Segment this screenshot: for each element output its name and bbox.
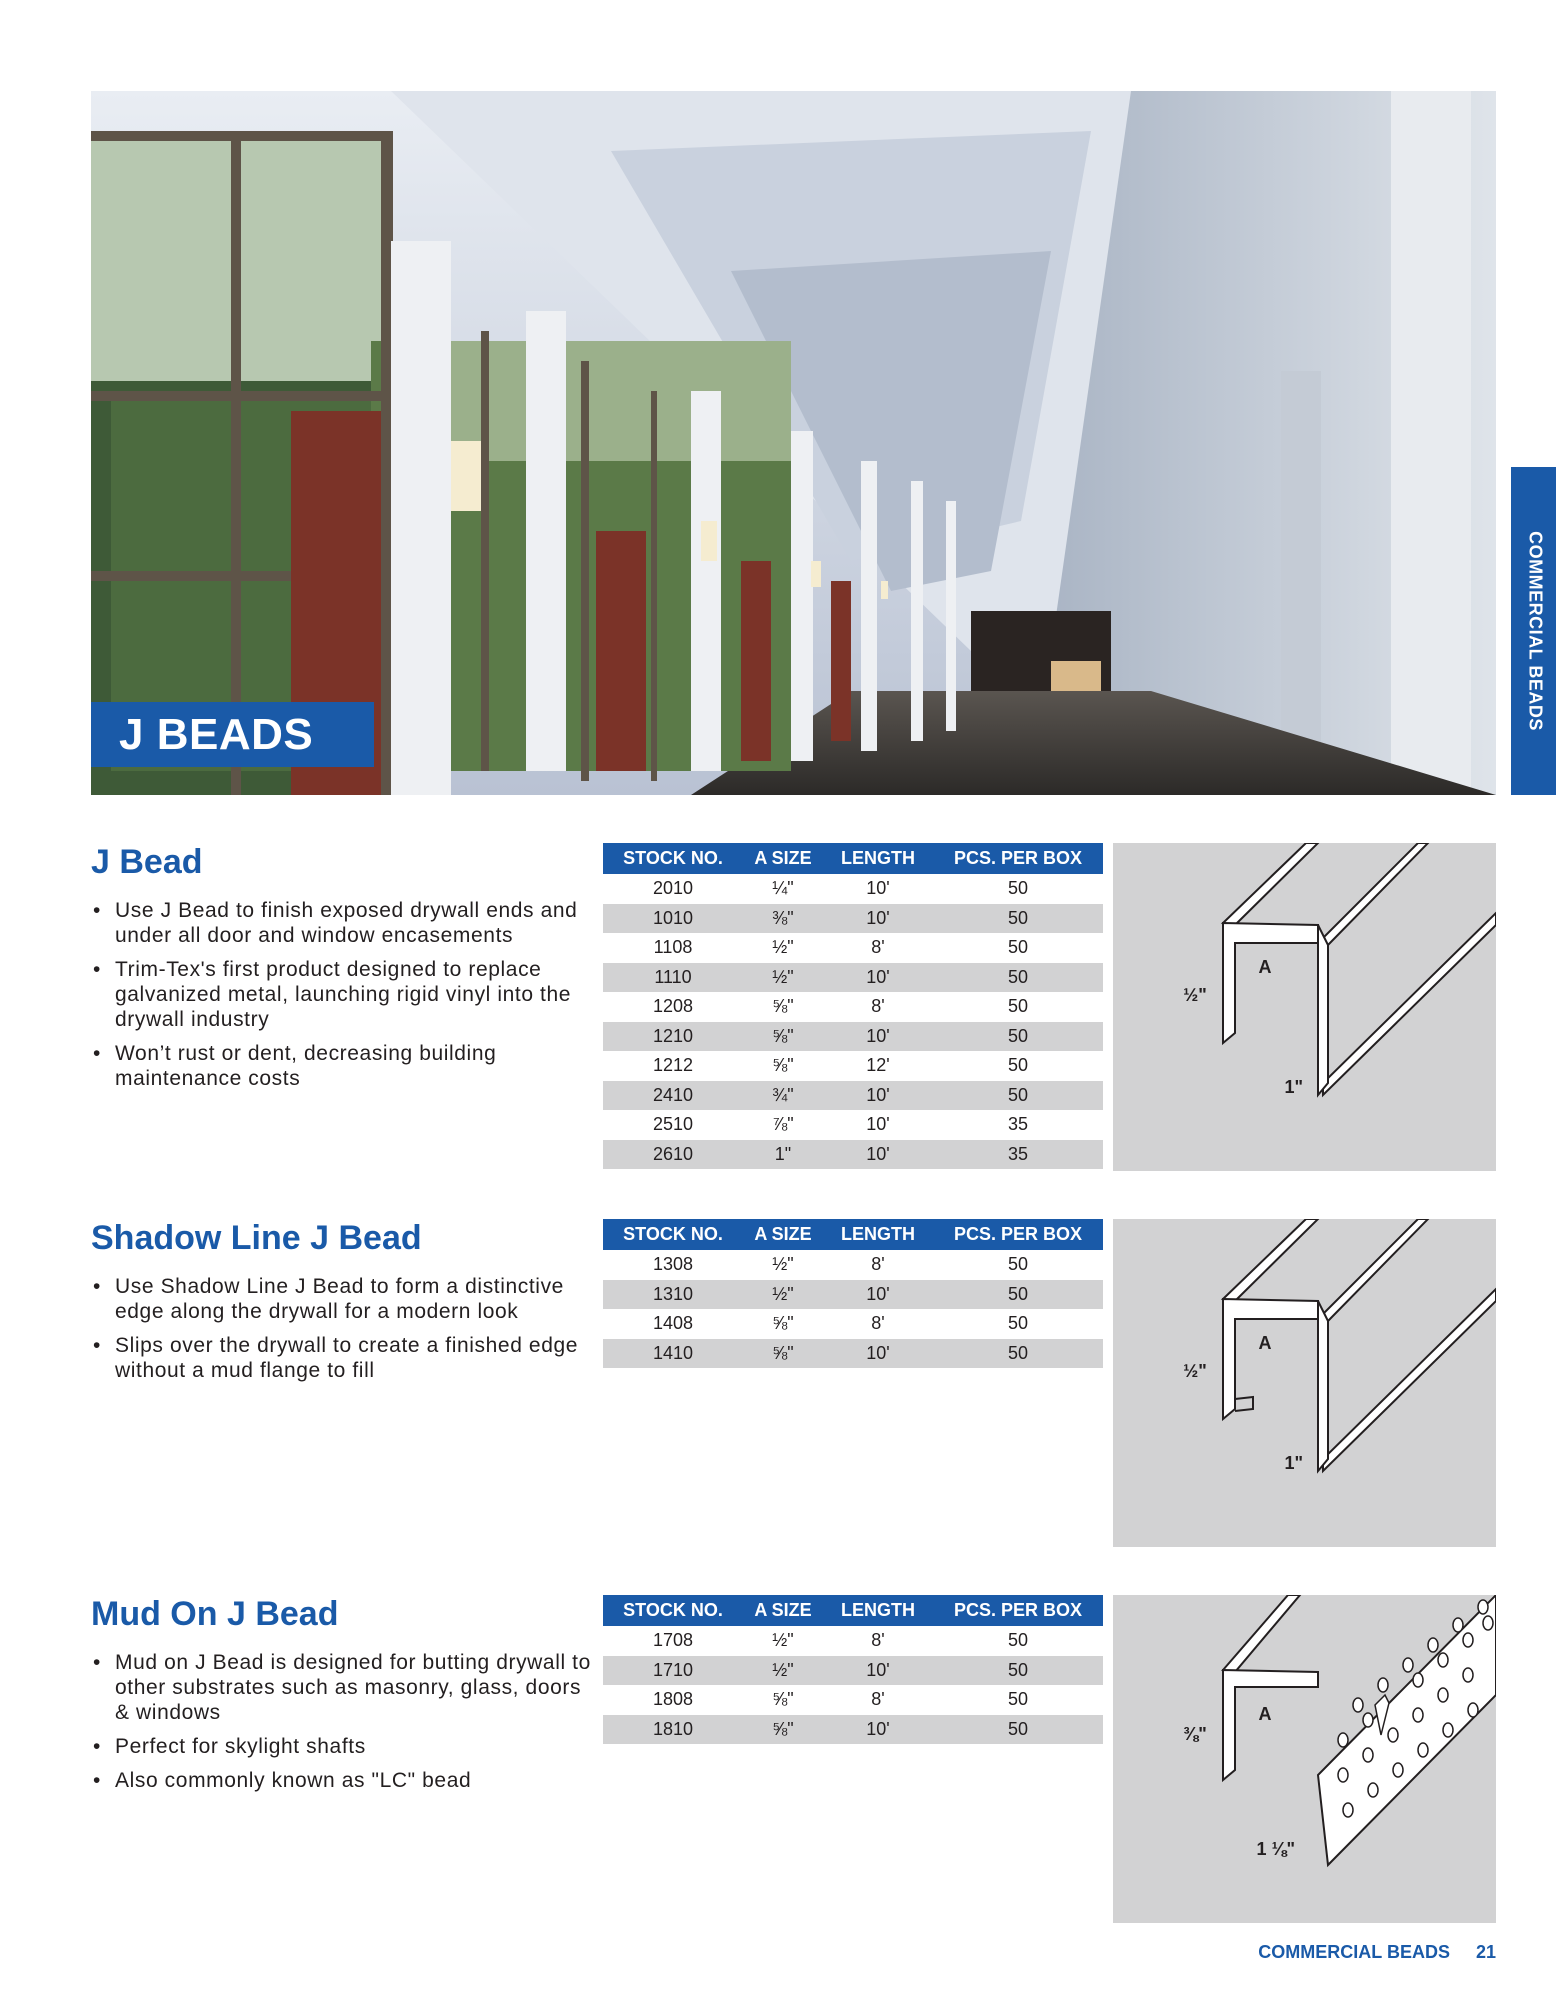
cell-a-size: ½" — [743, 963, 823, 993]
cell-a-size: ½" — [772, 937, 794, 958]
cell-pcs: 50 — [933, 1339, 1103, 1369]
cell-length: 10' — [823, 963, 933, 993]
cell-length: 10' — [866, 1114, 890, 1135]
mud-on-j-bead-profile-diagram — [1113, 1595, 1496, 1923]
cell-pcs: 50 — [933, 1656, 1103, 1686]
dim-a: A — [1258, 1333, 1272, 1353]
dim-height: ½" — [1183, 1361, 1207, 1381]
cell-pcs: 50 — [1007, 1313, 1029, 1334]
bullet-list — [91, 1650, 601, 1802]
cell-a-size: ½" — [743, 1656, 823, 1686]
cell-pcs: 35 — [933, 1140, 1103, 1170]
table-row — [603, 1022, 1103, 1052]
col-a-size: A SIZE — [743, 1219, 823, 1250]
table-row — [603, 1051, 1103, 1081]
cell-stock-no: 1408 — [652, 1313, 694, 1334]
spec-table — [603, 1219, 1103, 1368]
bullet-item: • Won’t rust or dent, decreasing building maintenance costs — [91, 1041, 601, 1091]
cell-stock-no: 2410 — [603, 1081, 743, 1111]
cell-length: 10' — [823, 1715, 933, 1745]
table-row — [603, 1110, 1103, 1140]
table-row — [603, 874, 1103, 904]
cell-stock-no: 1010 — [603, 904, 743, 934]
cell-stock-no: 1212 — [652, 1055, 694, 1076]
cell-pcs: 50 — [933, 1715, 1103, 1745]
table-header-row — [603, 1595, 1103, 1626]
cell-pcs: 50 — [1007, 1630, 1029, 1651]
cell-a-size: ⅝" — [772, 996, 794, 1017]
cell-stock-no: 1710 — [603, 1656, 743, 1686]
page-footer — [1258, 1942, 1496, 1963]
cell-pcs: 50 — [1007, 937, 1029, 958]
cell-length: 10' — [823, 1140, 933, 1170]
cell-stock-no: 2510 — [652, 1114, 694, 1135]
dim-a: A — [1258, 957, 1272, 977]
hero-title: J BEADS — [91, 702, 374, 767]
cell-stock-no: 1110 — [603, 963, 743, 993]
cell-a-size: ⅝" — [772, 1313, 794, 1334]
section-title: Mud On J Bead — [91, 1595, 339, 1633]
cell-length: 12' — [866, 1055, 890, 1076]
bullet-item: • Trim-Tex's first product designed to replace galvanized metal, launching rigid vinyl into the drywall industry — [91, 957, 601, 1032]
dim-width: 1 ⅛" — [1256, 1839, 1295, 1859]
dim-height: ½" — [1183, 985, 1207, 1005]
cell-pcs: 50 — [1007, 1055, 1029, 1076]
cell-length: 8' — [871, 937, 885, 958]
cell-a-size: ⅝" — [743, 1022, 823, 1052]
cell-a-size: ½" — [772, 1630, 794, 1651]
bullet-item: • Use J Bead to finish exposed drywall ends and under all door and window encasements — [91, 898, 601, 948]
spec-table — [603, 1595, 1103, 1744]
spec-table — [603, 843, 1103, 1169]
bullet-item: • Slips over the drywall to create a finished edge without a mud flange to fill — [91, 1333, 601, 1383]
cell-stock-no: 1310 — [603, 1280, 743, 1310]
table-row — [603, 933, 1103, 963]
col-length: LENGTH — [823, 1219, 933, 1250]
shadow-line-j-bead-profile-diagram — [1113, 1219, 1496, 1547]
cell-length: 8' — [871, 1630, 885, 1651]
col-pcs-per-box: PCS. PER BOX — [933, 1219, 1103, 1250]
table-row — [603, 1250, 1103, 1280]
cell-length: 8' — [871, 1689, 885, 1710]
section-title: Shadow Line J Bead — [91, 1219, 422, 1257]
cell-a-size: ½" — [743, 1280, 823, 1310]
table-row — [603, 1685, 1103, 1715]
cell-pcs: 50 — [933, 1280, 1103, 1310]
cell-stock-no: 2010 — [652, 878, 694, 899]
table-row — [603, 1626, 1103, 1656]
table-row — [603, 963, 1103, 993]
table-row — [603, 1656, 1103, 1686]
cell-pcs: 35 — [1007, 1114, 1029, 1135]
section-title: J Bead — [91, 843, 203, 881]
dim-height: ⅜" — [1183, 1724, 1207, 1744]
bullet-item: • Mud on J Bead is designed for butting drywall to other substrates such as masonry, glass, doors & windows — [91, 1650, 601, 1725]
j-bead-profile-diagram — [1113, 843, 1496, 1171]
col-stock-no: STOCK NO. — [603, 843, 743, 874]
col-length: LENGTH — [823, 843, 933, 874]
dim-width: 1" — [1284, 1077, 1303, 1097]
page-number: 21 — [1475, 1942, 1496, 1962]
dim-a: A — [1258, 1704, 1272, 1724]
table-row — [603, 1081, 1103, 1111]
cell-a-size: ¼" — [772, 878, 794, 899]
cell-pcs: 50 — [1007, 878, 1029, 899]
cell-pcs: 50 — [1007, 1689, 1029, 1710]
cell-pcs: 50 — [933, 963, 1103, 993]
table-row — [603, 1140, 1103, 1170]
cell-stock-no: 1308 — [652, 1254, 694, 1275]
cell-length: 10' — [823, 1339, 933, 1369]
cell-pcs: 50 — [1007, 1254, 1029, 1275]
dim-width: 1" — [1284, 1453, 1303, 1473]
cell-a-size: ½" — [772, 1254, 794, 1275]
cell-a-size: ⅞" — [772, 1114, 794, 1135]
cell-stock-no: 1210 — [603, 1022, 743, 1052]
cell-length: 10' — [823, 904, 933, 934]
cell-stock-no: 1410 — [603, 1339, 743, 1369]
cell-length: 8' — [871, 1254, 885, 1275]
cell-a-size: ⅝" — [772, 1055, 794, 1076]
side-tab-label: COMMERCIAL BEADS — [1525, 531, 1545, 731]
col-stock-no: STOCK NO. — [603, 1595, 743, 1626]
cell-stock-no: 1208 — [652, 996, 694, 1017]
cell-a-size: ¾" — [743, 1081, 823, 1111]
cell-stock-no: 1810 — [603, 1715, 743, 1745]
cell-length: 10' — [823, 1656, 933, 1686]
table-row — [603, 1309, 1103, 1339]
cell-pcs: 50 — [1007, 996, 1029, 1017]
table-row — [603, 992, 1103, 1022]
table-row — [603, 1339, 1103, 1369]
cell-a-size: 1" — [743, 1140, 823, 1170]
col-pcs-per-box: PCS. PER BOX — [933, 843, 1103, 874]
cell-length: 10' — [823, 1022, 933, 1052]
cell-length: 10' — [823, 1280, 933, 1310]
col-a-size: A SIZE — [743, 1595, 823, 1626]
cell-stock-no: 1808 — [652, 1689, 694, 1710]
cell-a-size: ⅜" — [743, 904, 823, 934]
cell-length: 10' — [866, 878, 890, 899]
bullet-item: • Perfect for skylight shafts — [91, 1734, 601, 1759]
bullet-list — [91, 898, 601, 1100]
cell-length: 8' — [871, 1313, 885, 1334]
cell-a-size: ⅝" — [743, 1339, 823, 1369]
cell-pcs: 50 — [933, 904, 1103, 934]
col-pcs-per-box: PCS. PER BOX — [933, 1595, 1103, 1626]
table-header-row — [603, 843, 1103, 874]
cell-a-size: ⅝" — [772, 1689, 794, 1710]
cell-length: 10' — [823, 1081, 933, 1111]
hero-photo — [91, 91, 1496, 795]
cell-stock-no: 2610 — [603, 1140, 743, 1170]
cell-pcs: 50 — [933, 1022, 1103, 1052]
cell-stock-no: 1108 — [653, 937, 693, 958]
table-row — [603, 1280, 1103, 1310]
cell-length: 8' — [871, 996, 885, 1017]
bullet-list — [91, 1274, 601, 1392]
col-a-size: A SIZE — [743, 843, 823, 874]
side-tab-commercial-beads — [1511, 467, 1556, 795]
bullet-item: • Use Shadow Line J Bead to form a distinctive edge along the drywall for a modern look — [91, 1274, 601, 1324]
cell-stock-no: 1708 — [652, 1630, 694, 1651]
cell-pcs: 50 — [933, 1081, 1103, 1111]
col-length: LENGTH — [823, 1595, 933, 1626]
table-header-row — [603, 1219, 1103, 1250]
table-row — [603, 1715, 1103, 1745]
footer-section-label: COMMERCIAL BEADS — [1258, 1942, 1450, 1962]
bullet-item: • Also commonly known as "LC" bead — [91, 1768, 601, 1793]
col-stock-no: STOCK NO. — [603, 1219, 743, 1250]
cell-a-size: ⅝" — [743, 1715, 823, 1745]
table-row — [603, 904, 1103, 934]
